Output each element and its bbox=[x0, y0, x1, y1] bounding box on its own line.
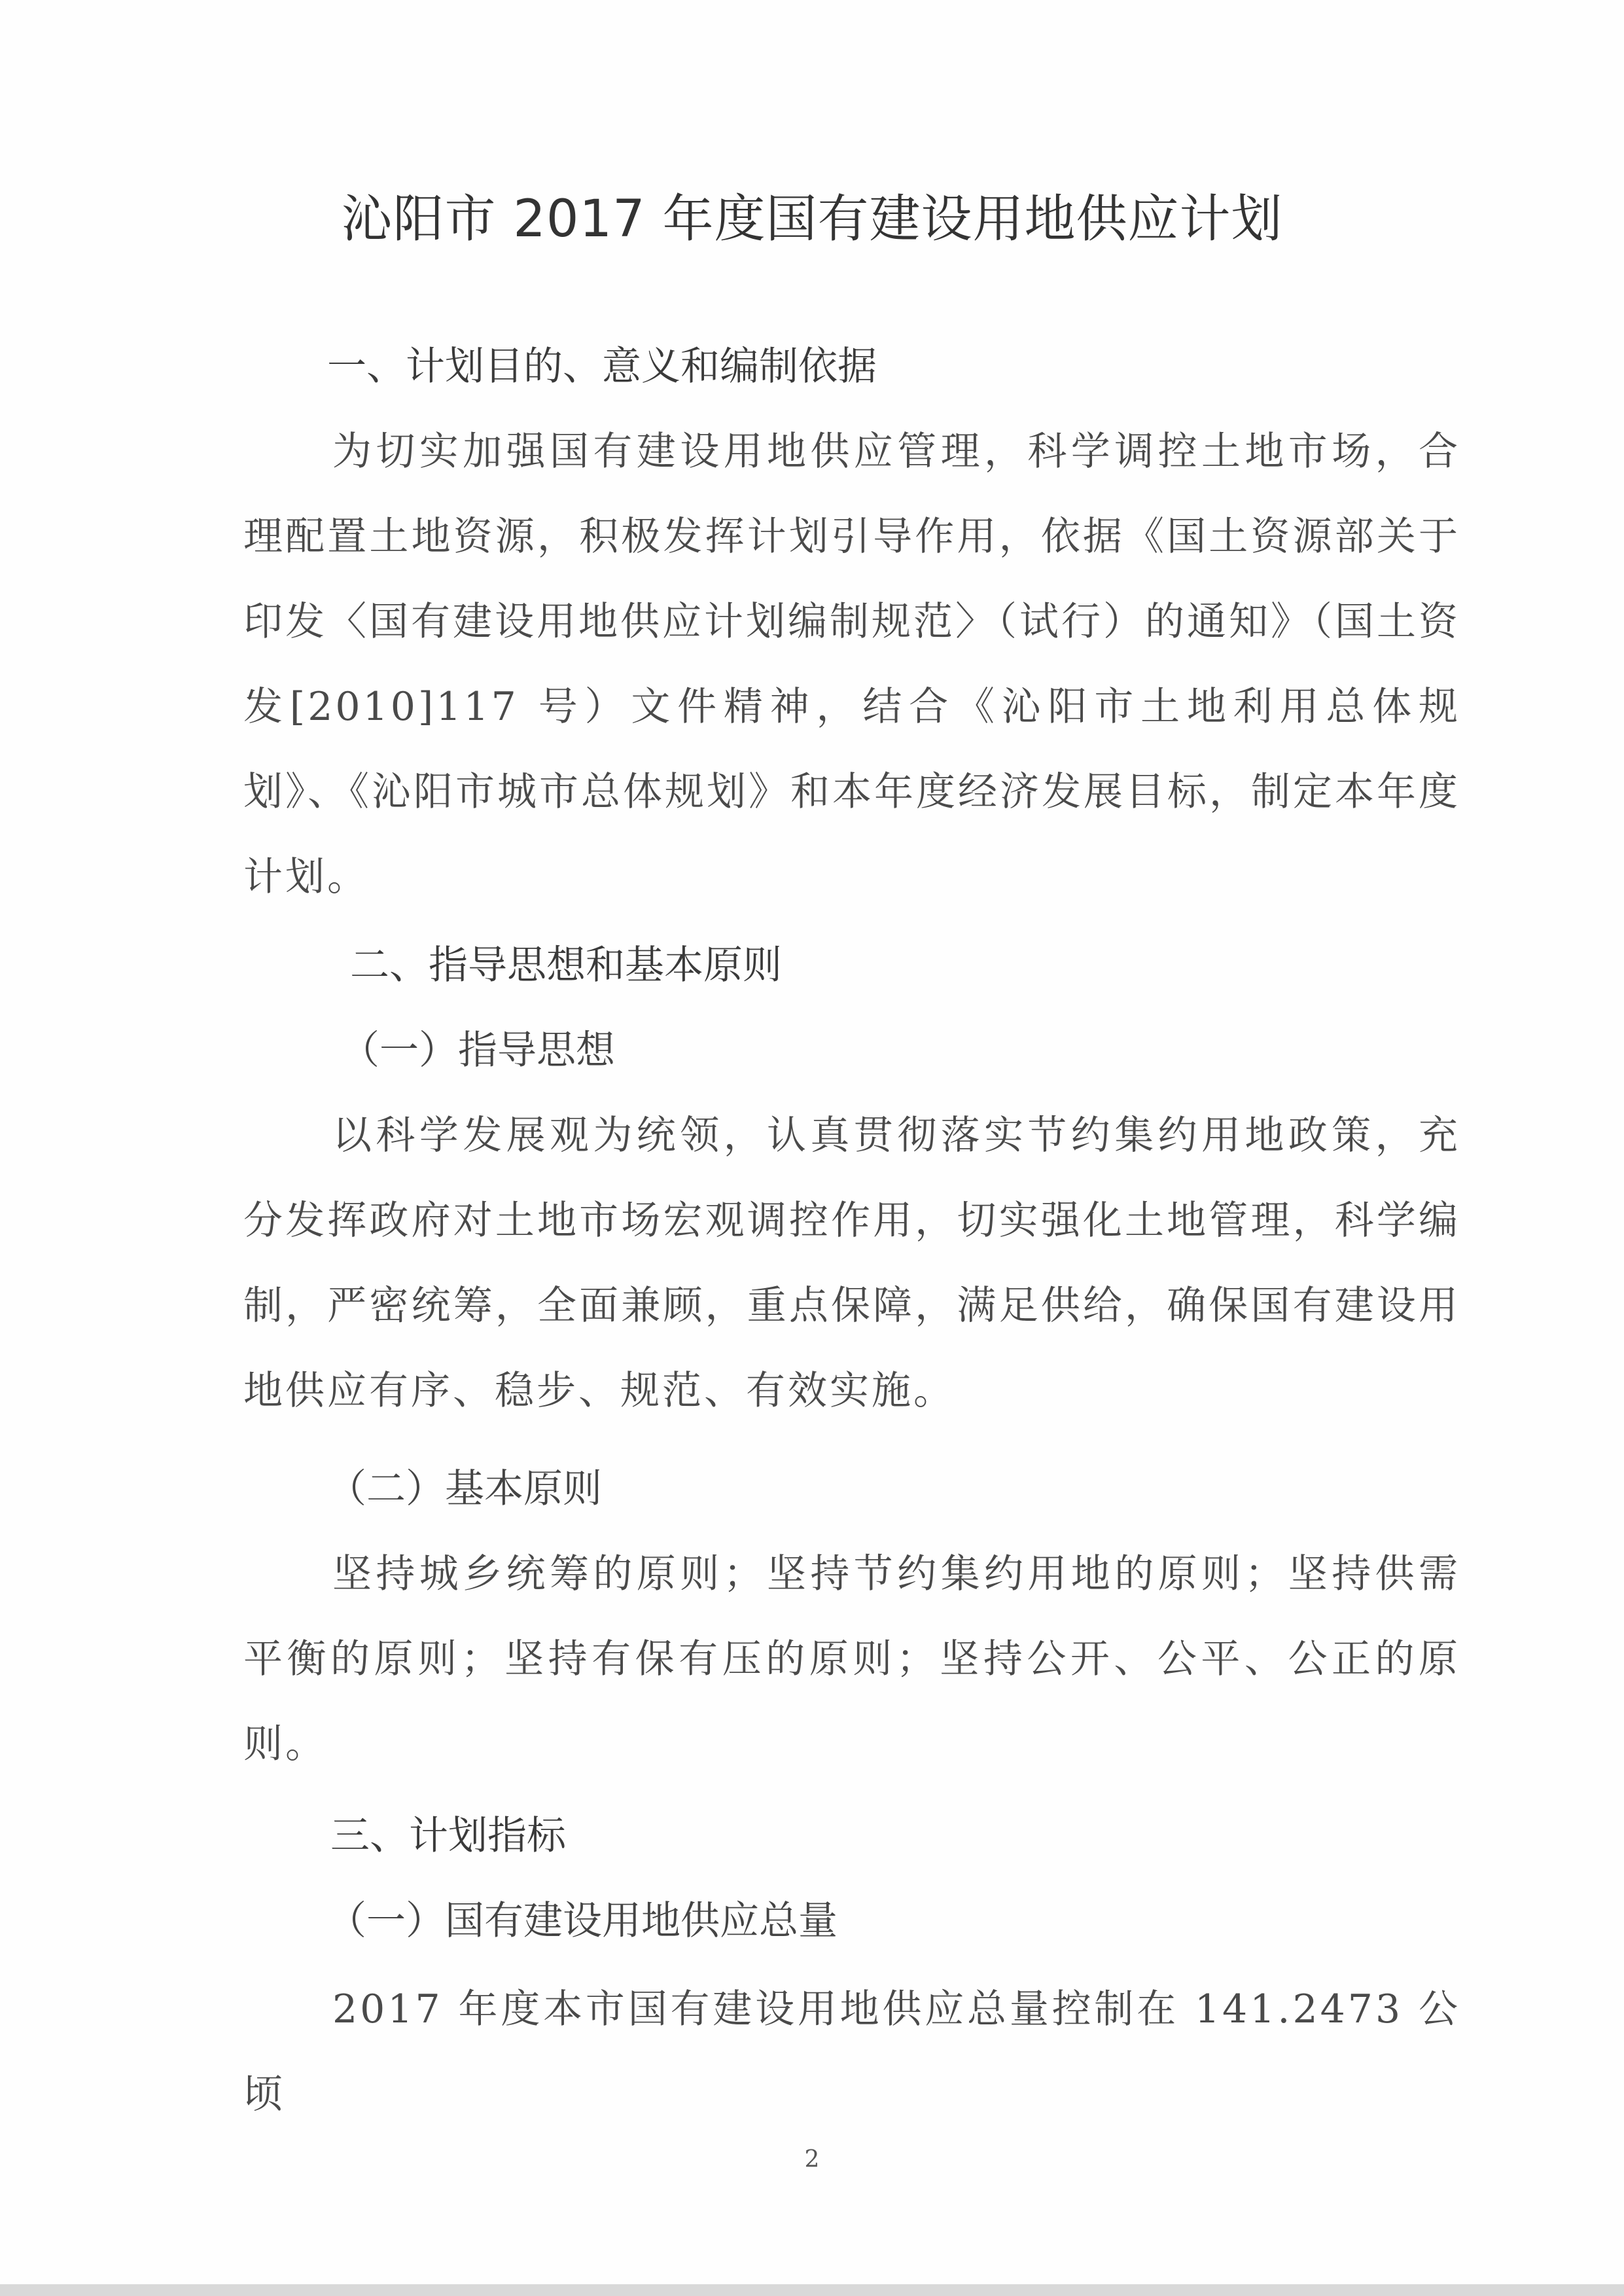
scan-edge-shadow bbox=[0, 2284, 1624, 2296]
section-2-sub1-paragraph: 以科学发展观为统领，认真贯彻落实节约集约用地政策，充分发挥政府对土地市场宏观调控作用，切实强化土地管理，科学编制，严密统筹，全面兼顾，重点保障，满足供给，确保国有建设用地供应有序、稳步、规范、有效实施。 bbox=[243, 1113, 1460, 1414]
section-2-heading: 二、指导思想和基本原则 bbox=[350, 942, 782, 988]
section-2-sub1-heading: （一）指导思想 bbox=[340, 1028, 615, 1073]
section-3-heading: 三、计划指标 bbox=[330, 1813, 566, 1859]
section-1-heading: 一、计划目的、意义和编制依据 bbox=[327, 344, 877, 389]
page-number: 2 bbox=[804, 2146, 820, 2173]
section-3-sub1-heading: （一）国有建设用地供应总量 bbox=[327, 1898, 838, 1944]
page-title: 沁阳市 2017 年度国有建设用地供应计划 bbox=[341, 190, 1283, 249]
section-1-paragraph: 为切实加强国有建设用地供应管理，科学调控土地市场，合理配置土地资源，积极发挥计划引导作用，依据《国土资源部关于印发〈国有建设用地供应计划编制规范〉（试行）的通知》（国土资发[2010]117 号）文件精神，结合《沁阳市土地利用总体规划》、《沁阳市城市总体规划》和本年度经济发展目标，制定本年度计划。 bbox=[243, 429, 1460, 900]
section-2-sub2-heading: （二）基本原则 bbox=[327, 1466, 602, 1512]
section-3-sub1-paragraph: 2017 年度本市国有建设用地供应总量控制在 141.2473 公顷 bbox=[243, 1986, 1460, 2117]
section-2-sub2-paragraph: 坚持城乡统筹的原则；坚持节约集约用地的原则；坚持供需平衡的原则；坚持有保有压的原则；坚持公开、公平、公正的原则。 bbox=[243, 1551, 1460, 1767]
